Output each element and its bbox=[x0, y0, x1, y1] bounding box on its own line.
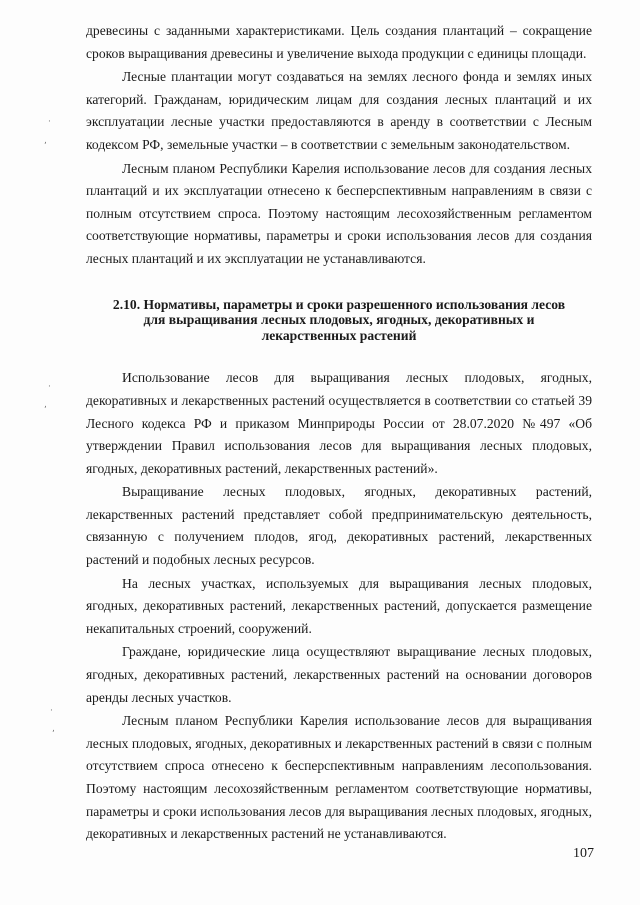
paragraph: Лесным планом Республики Карелия использование лесов для создания лесных плантаций и их эксплуатации отнесено к бесперспективным направлениям в связи с полным отсутствием спроса. Поэтому настоящим лесохозяйственным регламентом соответствующие нормативы, параметры и сроки использования лесов для создания лесных плантаций и их эксплуатации не устанавливаются. bbox=[86, 160, 592, 266]
margin-mark: , bbox=[52, 724, 55, 734]
margin-mark: · bbox=[48, 117, 51, 127]
section-heading: 2.10. Нормативы, параметры и сроки разрешенного использования лесов для выращивания лесных плодовых, ягодных, декоративных и лекарственных растений bbox=[112, 296, 566, 343]
paragraph: Лесным планом Республики Карелия использование лесов для выращивания лесных плодовых, ягодных, декоративных и лекарственных растений в связи с полным отсутствием спроса отнесено к бесперспективным направлениям лесопользования. Поэтому настоящим лесохозяйственным регламентом соответствующие нормативы, параметры и сроки использования лесов для выращивания лесных плодовых, ягодных, декоративных и лекарственных растений не устанавливаются. bbox=[86, 713, 592, 842]
paragraph: Лесные плантации могут создаваться на землях лесного фонда и землях иных категорий. Гражданам, юридическим лицам для создания лесных плантаций и их эксплуатации лесные участки предоставляются в аренду в соответствии с Лесным кодексом РФ, земельные участки – в соответствии с земельным законодательством. bbox=[86, 69, 592, 152]
document-body bbox=[86, 20, 592, 846]
paragraph: древесины с заданными характеристиками. Цель создания плантаций – сокращение сроков выращивания древесины и увеличение выхода продукции с единицы площади. bbox=[86, 23, 592, 61]
paragraph: Использование лесов для выращивания лесных плодовых, ягодных, декоративных и лекарственных растений осуществляется в соответствии со статьей 39 Лесного кодекса РФ и приказом Минприроды России от 28.07.2020 №497 «Об утверждении Правил использования лесов для выращивания лесных плодовых, ягодных, декоративных растений, лекарственных растений». bbox=[86, 370, 592, 476]
paragraph: Граждане, юридические лица осуществляют выращивание лесных плодовых, ягодных, декоративных растений, лекарственных растений на основании договоров аренды лесных участков. bbox=[86, 644, 592, 705]
margin-mark: , bbox=[44, 136, 47, 146]
page-number: 107 bbox=[573, 846, 594, 861]
margin-mark: , bbox=[44, 400, 47, 410]
paragraph: Выращивание лесных плодовых, ягодных, декоративных растений, лекарственных растений представляет собой предпринимательскую деятельность, связанную с получением плодов, ягод, декоративных растений, лекарственных растений и подобных лесных ресурсов. bbox=[86, 484, 592, 568]
margin-mark: · bbox=[50, 706, 53, 716]
margin-mark: · bbox=[48, 382, 51, 392]
paragraph: На лесных участках, используемых для выращивания лесных плодовых, ягодных, декоративных растений, лекарственных растений, допускается размещение некапитальных строений, сооружений. bbox=[86, 575, 592, 636]
